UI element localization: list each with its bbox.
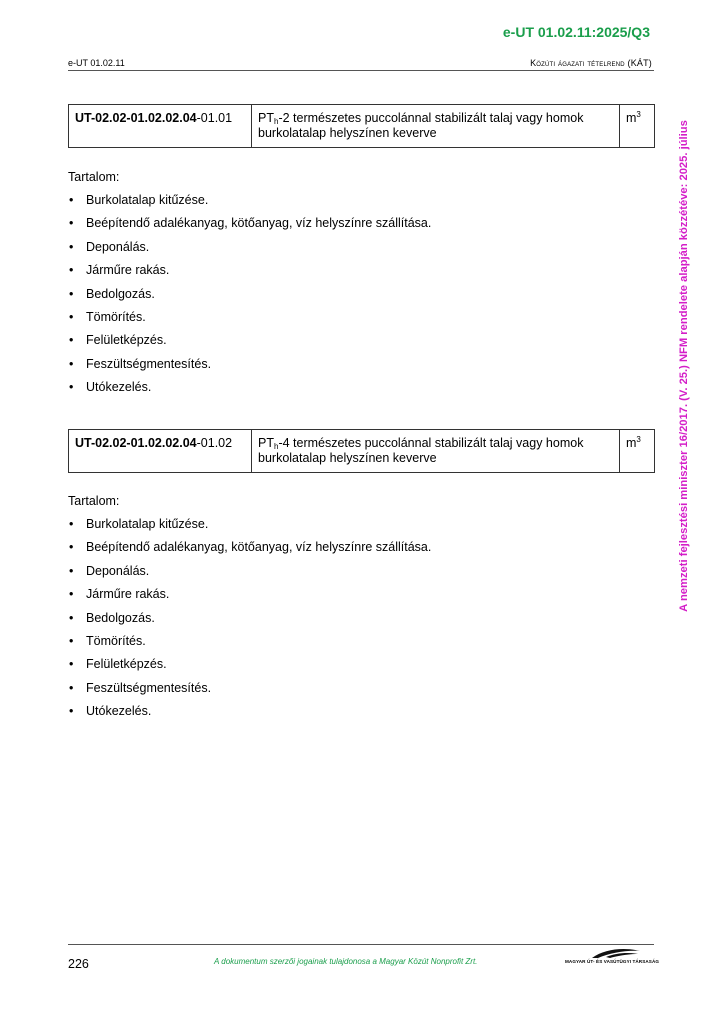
list-item: • Járműre rakás. bbox=[69, 587, 170, 602]
bullet-icon: • bbox=[69, 286, 74, 301]
item-table-2 bbox=[68, 429, 655, 473]
bullet-icon: • bbox=[69, 563, 74, 578]
item-code-suffix: -01.02 bbox=[196, 436, 233, 450]
content-label: Tartalom: bbox=[68, 494, 120, 508]
item-desc-prefix: PT bbox=[258, 436, 274, 450]
unit-sup: 3 bbox=[636, 110, 641, 119]
bullet-icon: • bbox=[69, 633, 74, 648]
unit-sup: 3 bbox=[636, 435, 641, 444]
bullet-icon: • bbox=[69, 216, 74, 231]
bullet-list-1 bbox=[68, 193, 431, 404]
side-note-text: A nemzeti fejlesztési miniszter 16/2017. (V. 25.) NFM rendelete alapján közzétéve: 2025. július bbox=[678, 120, 690, 612]
list-item: • Burkolatalap kitűzése. bbox=[69, 193, 209, 207]
list-item: • Tömörítés. bbox=[69, 633, 146, 648]
item-desc-prefix: PT bbox=[258, 111, 274, 125]
bullet-icon: • bbox=[69, 540, 74, 555]
item-desc-rest: -4 természetes puccolánnal stabilizált talaj vagy homok burkolatalap helyszínen keverve bbox=[258, 436, 584, 465]
item-code-suffix: -01.01 bbox=[196, 111, 233, 125]
list-item: • Deponálás. bbox=[69, 239, 150, 254]
item-table-1 bbox=[68, 104, 655, 148]
list-item: • Beépítendő adalékanyag, kötőanyag, víz helyszínre szállítása. bbox=[69, 540, 432, 555]
bullet-icon: • bbox=[69, 610, 74, 625]
swoosh-logo-icon bbox=[562, 946, 660, 970]
list-item: • Burkolatalap kitűzése. bbox=[69, 517, 209, 531]
bullet-icon: • bbox=[69, 587, 74, 602]
list-item: • Bedolgozás. bbox=[69, 610, 155, 625]
item-desc-sub: h bbox=[273, 117, 279, 126]
bullet-icon: • bbox=[69, 680, 74, 695]
footer-rule bbox=[68, 944, 654, 945]
list-item: • Utókezelés. bbox=[69, 380, 152, 395]
bullet-icon: • bbox=[69, 333, 74, 348]
bullet-list-2 bbox=[68, 517, 431, 728]
list-item: • Felületképzés. bbox=[69, 657, 167, 672]
item-code bbox=[69, 430, 252, 473]
content-label: Tartalom: bbox=[68, 170, 120, 184]
bullet-icon: • bbox=[69, 239, 74, 254]
logo-text: MAGYAR ÚT- ÉS VASÚTÜGYI TÁRSASÁG bbox=[565, 959, 660, 964]
bullet-icon: • bbox=[69, 356, 74, 371]
table-row bbox=[69, 105, 655, 148]
bullet-icon: • bbox=[69, 657, 74, 672]
item-unit bbox=[620, 105, 655, 148]
bullet-icon: • bbox=[69, 263, 74, 278]
item-desc-sub: h bbox=[273, 442, 279, 451]
list-item: • Tömörítés. bbox=[69, 309, 146, 324]
list-item: • Deponálás. bbox=[69, 563, 150, 578]
list-item: • Beépítendő adalékanyag, kötőanyag, víz helyszínre szállítása. bbox=[69, 216, 432, 231]
bullet-icon: • bbox=[69, 380, 74, 395]
header-rule bbox=[68, 70, 654, 71]
list-item: • Járműre rakás. bbox=[69, 263, 170, 278]
side-note bbox=[674, 96, 694, 636]
page-number: 226 bbox=[68, 957, 89, 971]
header-left: e-UT 01.02.11 bbox=[68, 58, 125, 68]
list-item: • Bedolgozás. bbox=[69, 286, 155, 301]
item-code-bold: UT-02.02-01.02.02.04 bbox=[75, 436, 197, 450]
copyright-notice: A dokumentum szerzői jogainak tulajdonosa a Magyar Közút Nonprofit Zrt. bbox=[214, 957, 478, 966]
list-item: • Utókezelés. bbox=[69, 704, 152, 719]
header-right: Közúti ágazati tételrend (KÁT) bbox=[530, 58, 652, 68]
list-item: • Felületképzés. bbox=[69, 333, 167, 348]
item-desc-rest: -2 természetes puccolánnal stabilizált talaj vagy homok burkolatalap helyszínen keverve bbox=[258, 111, 584, 140]
bullet-icon: • bbox=[69, 704, 74, 719]
list-item: • Feszültségmentesítés. bbox=[69, 680, 212, 695]
unit-base: m bbox=[626, 111, 637, 125]
unit-base: m bbox=[626, 436, 637, 450]
item-code bbox=[69, 105, 252, 148]
bullet-icon: • bbox=[69, 193, 74, 207]
bullet-icon: • bbox=[69, 517, 74, 531]
list-item: • Feszültségmentesítés. bbox=[69, 356, 212, 371]
table-row bbox=[69, 430, 655, 473]
item-description bbox=[252, 430, 620, 473]
doc-id: e-UT 01.02.11:2025/Q3 bbox=[502, 24, 650, 40]
bullet-icon: • bbox=[69, 309, 74, 324]
item-description bbox=[252, 105, 620, 148]
item-code-bold: UT-02.02-01.02.02.04 bbox=[75, 111, 197, 125]
item-unit bbox=[620, 430, 655, 473]
